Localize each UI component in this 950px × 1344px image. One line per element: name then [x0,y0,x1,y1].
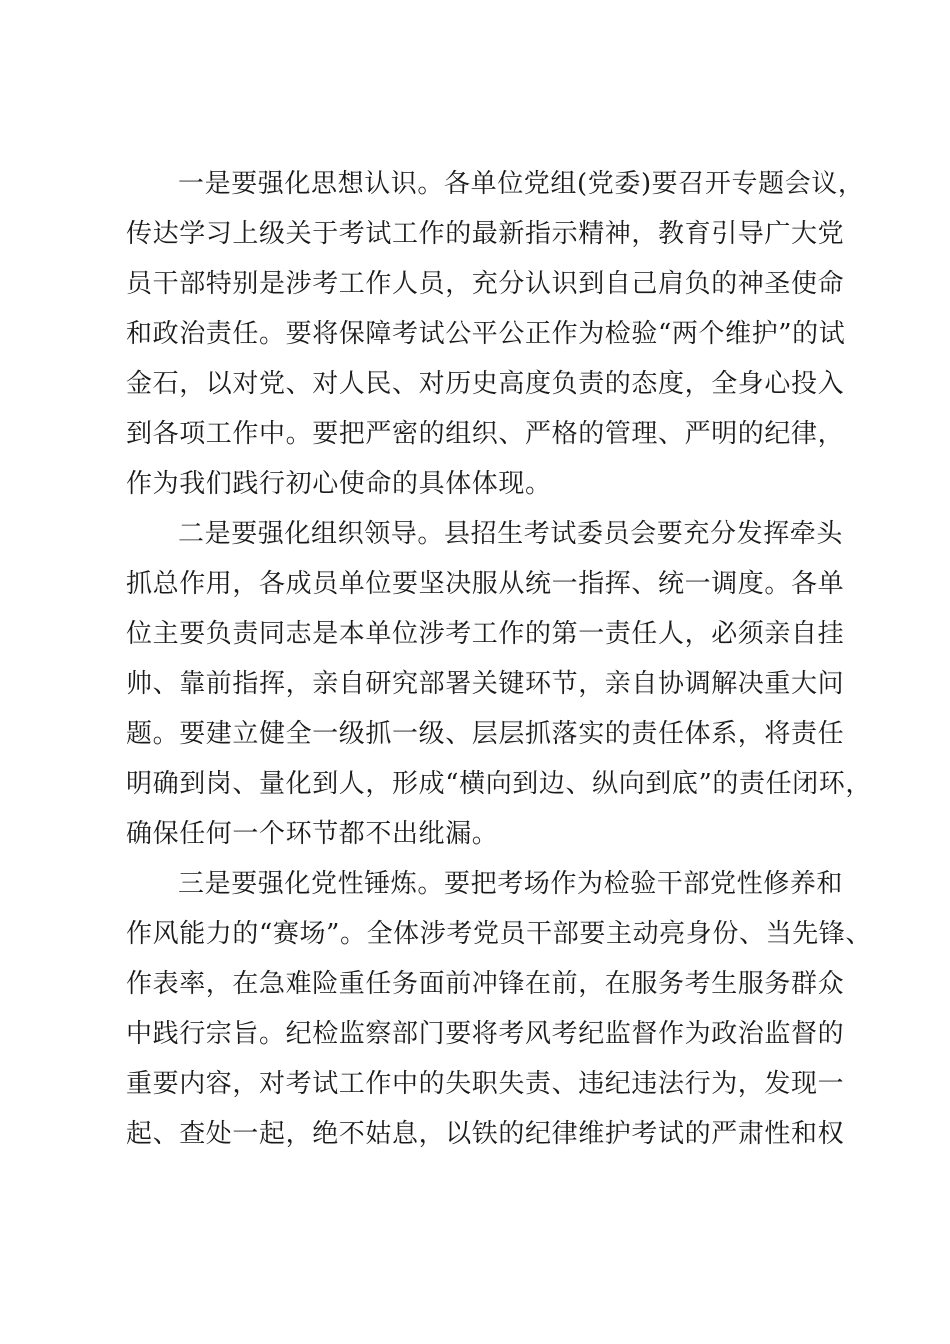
text-line: 抓总作用，各成员单位要坚决服从统一指挥、统一调度。各单 [126,569,845,599]
text-line: 员干部特别是涉考工作人员，充分认识到自己肩负的神圣使命 [126,269,845,299]
text-line: 确保任何一个环节都不出纰漏。 [126,819,499,849]
document-body [126,159,872,1159]
text-line: 和政治责任。要将保障考试公平公正作为检验“两个维护”的试 [126,319,846,349]
paragraph-3 [126,859,872,1159]
paragraph-1 [126,159,865,509]
text-line: 二是要强化组织领导。县招生考试委员会要充分发挥牵头 [178,519,844,549]
text-line: 传达学习上级关于考试工作的最新指示精神，教育引导广大党 [126,219,845,249]
text-line: 三是要强化党性锤炼。要把考场作为检验干部党性修养和 [178,869,844,899]
text-line: 到各项工作中。要把严密的组织、严格的管理、严明的纪律， [126,419,845,449]
text-line: 位主要负责同志是本单位涉考工作的第一责任人，必须亲自挂 [126,619,845,649]
text-line: 作风能力的“赛场”。全体涉考党员干部要主动亮身份、当先锋、 [126,919,872,949]
text-line: 重要内容，对考试工作中的失职失责、违纪违法行为，发现一 [126,1069,845,1099]
text-line: 中践行宗旨。纪检监察部门要将考风考纪监督作为政治监督的 [126,1019,845,1049]
text-line: 作表率，在急难险重任务面前冲锋在前，在服务考生服务群众 [126,969,845,999]
text-line: 题。要建立健全一级抓一级、层层抓落实的责任体系，将责任 [126,719,845,749]
text-line: 起、查处一起，绝不姑息，以铁的纪律维护考试的严肃性和权 [126,1119,845,1149]
text-line: 金石，以对党、对人民、对历史高度负责的态度，全身心投入 [126,369,845,399]
text-line: 帅、靠前指挥，亲自研究部署关键环节，亲自协调解决重大问 [126,669,845,699]
paragraph-2 [126,509,872,859]
text-line: 作为我们践行初心使命的具体体现。 [126,469,552,499]
text-line: 明确到岗、量化到人，形成“横向到边、纵向到底”的责任闭环， [126,769,872,799]
text-line: 一是要强化思想认识。各单位党组(党委)要召开专题会议， [178,169,865,199]
